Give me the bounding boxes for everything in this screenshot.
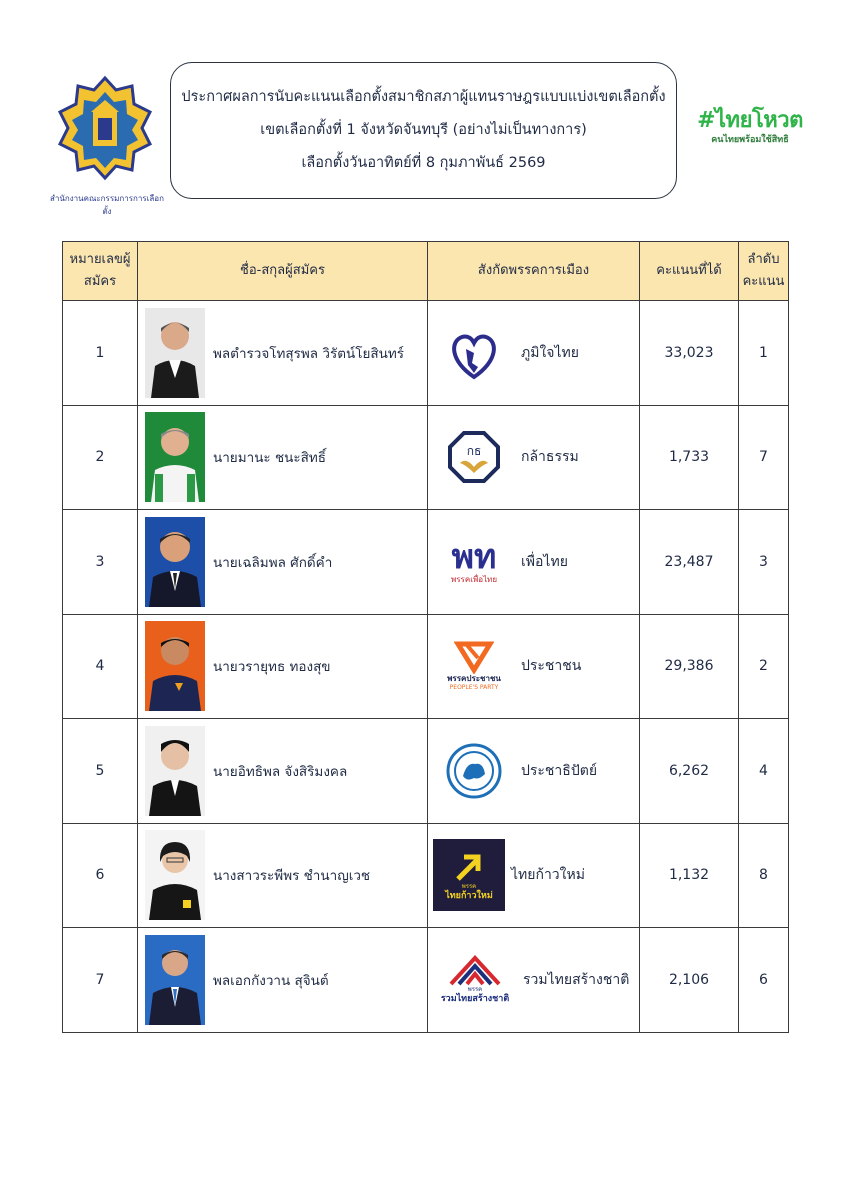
thaivote-brand bbox=[686, 108, 814, 146]
pheuthai-logo-caption: พรรคเพื่อไทย bbox=[450, 574, 497, 584]
table-row bbox=[63, 928, 789, 1033]
candidate-rank: 8 bbox=[739, 823, 789, 928]
bhumjaithai-logo bbox=[435, 314, 513, 392]
candidate-number: 5 bbox=[63, 719, 138, 824]
candidate-cell bbox=[138, 928, 428, 1033]
thaikaoklai-arrow-icon bbox=[452, 849, 486, 883]
candidate-name: นายเฉลิมพล ศักดิ์คำ bbox=[213, 554, 333, 571]
candidate-score: 23,487 bbox=[640, 510, 739, 615]
header-name: ชื่อ-สกุลผู้สมัคร bbox=[138, 242, 428, 301]
peoples-party-chevron-icon bbox=[454, 640, 494, 674]
candidate-photo bbox=[145, 412, 205, 502]
table-header-row bbox=[63, 242, 789, 301]
results-table bbox=[62, 241, 789, 1033]
party-name: ประชาธิปัตย์ bbox=[521, 762, 598, 779]
candidate-rank: 6 bbox=[739, 928, 789, 1033]
party-name: รวมไทยสร้างชาติ bbox=[523, 971, 630, 988]
candidate-score: 6,262 bbox=[640, 719, 739, 824]
header-number: หมายเลขผู้สมัคร bbox=[63, 242, 138, 301]
candidate-name: นางสาวระพีพร ชำนาญเวช bbox=[213, 868, 371, 885]
table-row bbox=[63, 301, 789, 406]
pheuthai-logo-mark: พท bbox=[451, 536, 497, 577]
peoples-party-logo-text: พรรคประชาชน bbox=[447, 674, 501, 684]
party-name: กล้าธรรม bbox=[521, 449, 579, 466]
page-title: ประกาศผลการนับคะแนนเลือกตั้งสมาชิกสภาผู้แทนราษฎรแบบแบ่งเขตเลือกตั้ง bbox=[181, 89, 666, 105]
democrat-logo bbox=[435, 732, 513, 810]
district-subtitle: เขตเลือกตั้งที่ 1 จังหวัดจันทบุรี (อย่างไม่เป็นทางการ) bbox=[260, 122, 587, 138]
party-name: เพื่อไทย bbox=[521, 553, 568, 570]
candidate-photo bbox=[145, 830, 205, 920]
candidate-score: 29,386 bbox=[640, 614, 739, 719]
candidate-cell bbox=[138, 823, 428, 928]
candidate-rank: 1 bbox=[739, 301, 789, 406]
candidate-photo bbox=[145, 517, 205, 607]
klatham-logo bbox=[435, 418, 513, 496]
candidate-score: 2,106 bbox=[640, 928, 739, 1033]
candidate-cell bbox=[138, 719, 428, 824]
header-rank: ลำดับคะแนน bbox=[739, 242, 789, 301]
ect-emblem-icon bbox=[48, 72, 163, 197]
ruamthaisangchart-logo-text: รวมไทยสร้างชาติ bbox=[440, 994, 510, 1005]
candidate-rank: 4 bbox=[739, 719, 789, 824]
candidate-photo bbox=[145, 935, 205, 1025]
thaikaoklai-logo-text: ไทยก้าวใหม่ bbox=[445, 890, 493, 901]
title-box bbox=[170, 62, 677, 199]
party-cell bbox=[428, 301, 640, 406]
peoples-party-logo bbox=[435, 627, 513, 705]
party-cell bbox=[428, 405, 640, 510]
candidate-number: 6 bbox=[63, 823, 138, 928]
ect-logo-caption: สำนักงานคณะกรรมการการเลือกตั้ง bbox=[50, 194, 164, 216]
candidate-cell bbox=[138, 614, 428, 719]
candidate-cell bbox=[138, 510, 428, 615]
klatham-logo-text: กธ bbox=[466, 444, 482, 459]
party-cell bbox=[428, 614, 640, 719]
candidate-photo bbox=[145, 726, 205, 816]
klatham-octagon-icon bbox=[446, 429, 502, 485]
party-name: ประชาชน bbox=[521, 658, 582, 675]
thaikaoklai-logo bbox=[433, 839, 505, 911]
party-cell bbox=[428, 928, 640, 1033]
candidate-cell bbox=[138, 405, 428, 510]
table-row bbox=[63, 823, 789, 928]
election-date: เลือกตั้งวันอาทิตย์ที่ 8 กุมภาพันธ์ 2569 bbox=[301, 155, 546, 171]
ruamthaisangchart-logo bbox=[435, 941, 515, 1019]
candidate-name: พลเอกกังวาน สุจินต์ bbox=[213, 972, 329, 989]
party-name: ภูมิใจไทย bbox=[521, 344, 579, 361]
pheuthai-logo bbox=[435, 523, 513, 601]
candidate-number: 4 bbox=[63, 614, 138, 719]
brand-hashtag: #ไทยโหวต bbox=[697, 108, 803, 133]
header-party: สังกัดพรรคการเมือง bbox=[428, 242, 640, 301]
table-row bbox=[63, 614, 789, 719]
candidate-photo bbox=[145, 308, 205, 398]
peoples-party-logo-sub: PEOPLE'S PARTY bbox=[449, 684, 499, 692]
party-cell bbox=[428, 719, 640, 824]
table-row bbox=[63, 510, 789, 615]
bhumjaithai-heart-icon bbox=[444, 323, 504, 383]
brand-slogan: คนไทยพร้อมใช้สิทธิ bbox=[711, 135, 789, 145]
party-cell bbox=[428, 510, 640, 615]
ruamthaisangchart-logo-sub: พรรค bbox=[467, 986, 483, 994]
ect-logo bbox=[48, 72, 163, 197]
candidate-rank: 7 bbox=[739, 405, 789, 510]
table-row bbox=[63, 405, 789, 510]
candidate-name: นายวรายุทธ ทองสุข bbox=[213, 659, 331, 676]
candidate-name: พลตำรวจโทสุรพล วิรัตน์โยสินทร์ bbox=[213, 345, 404, 362]
candidate-name: นายอิทธิพล จังสิริมงคล bbox=[213, 763, 348, 780]
party-cell bbox=[428, 823, 640, 928]
candidate-cell bbox=[138, 301, 428, 406]
candidate-rank: 2 bbox=[739, 614, 789, 719]
ruamthaisangchart-peaks-icon bbox=[447, 954, 503, 986]
table-row bbox=[63, 719, 789, 824]
candidate-name: นายมานะ ชนะสิทธิ์ bbox=[213, 450, 326, 467]
democrat-seal-icon bbox=[445, 742, 503, 800]
candidate-score: 1,733 bbox=[640, 405, 739, 510]
candidate-number: 2 bbox=[63, 405, 138, 510]
thaikaoklai-logo-sub: พรรค bbox=[461, 882, 477, 890]
candidate-score: 1,132 bbox=[640, 823, 739, 928]
candidate-number: 3 bbox=[63, 510, 138, 615]
candidate-number: 1 bbox=[63, 301, 138, 406]
party-name: ไทยก้าวใหม่ bbox=[511, 867, 585, 884]
candidate-score: 33,023 bbox=[640, 301, 739, 406]
candidate-number: 7 bbox=[63, 928, 138, 1033]
candidate-photo bbox=[145, 621, 205, 711]
header-score: คะแนนที่ได้ bbox=[640, 242, 739, 301]
candidate-rank: 3 bbox=[739, 510, 789, 615]
